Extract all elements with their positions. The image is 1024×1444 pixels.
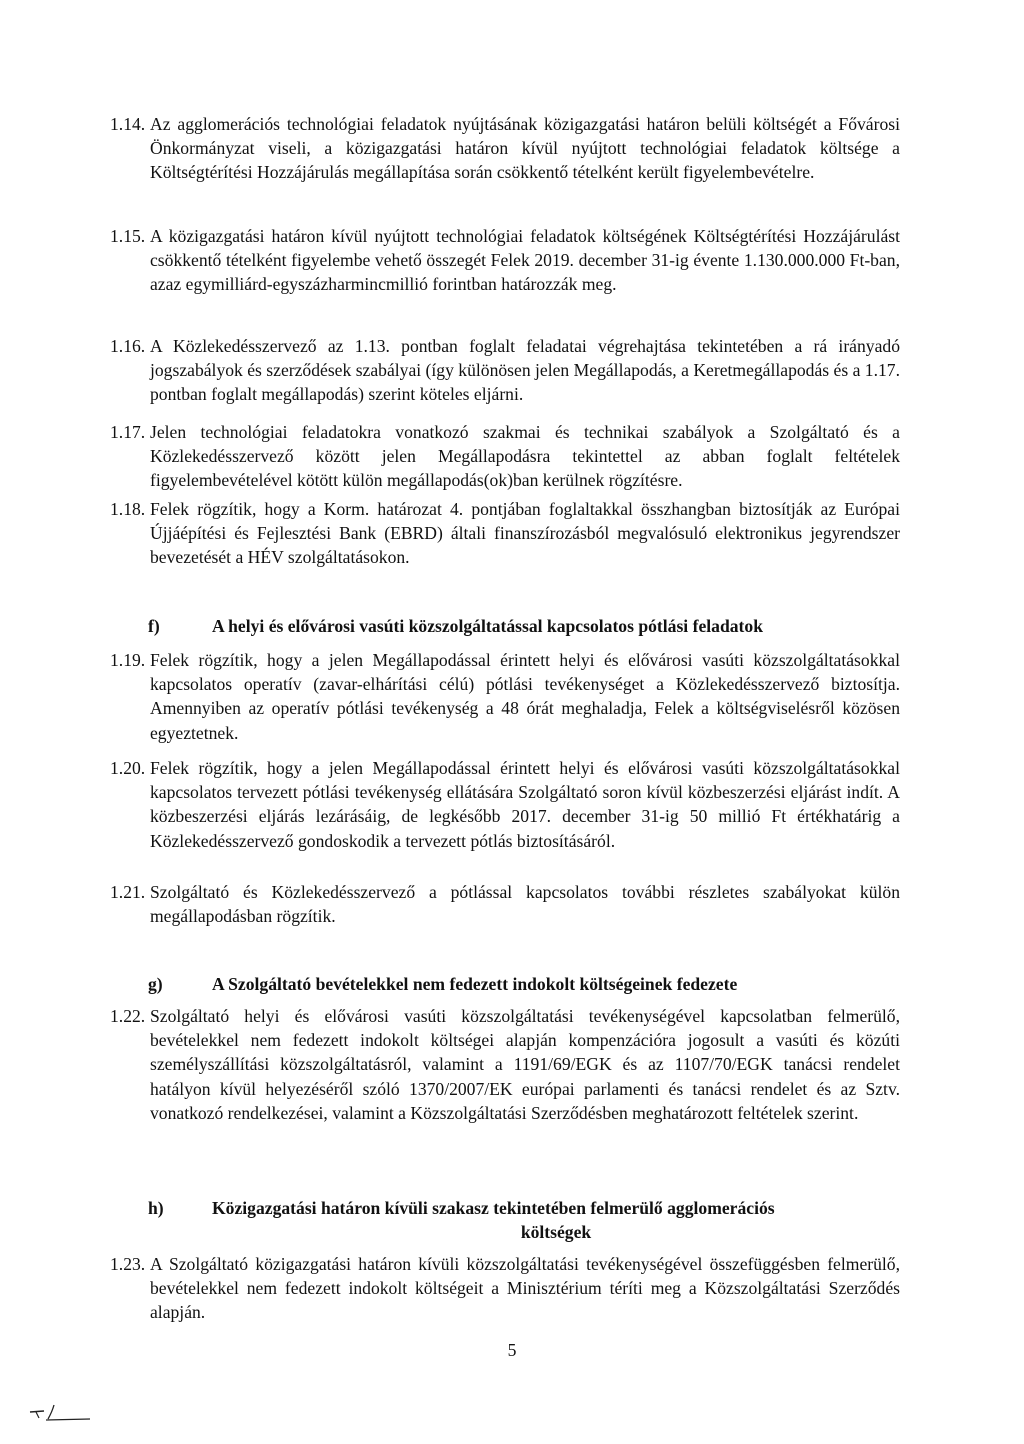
paragraph-number: 1.22. <box>110 1006 146 1026</box>
paragraph-number: 1.21. <box>110 882 146 902</box>
section-title-line-1: Közigazgatási határon kívüli szakasz tekintetében felmerülő agglomerációs <box>212 1198 775 1218</box>
paragraph-1-16 <box>110 334 900 407</box>
paragraph-text: Szolgáltató helyi és elővárosi vasúti közszolgáltatási tevékenységével kapcsolatban felmerülő, bevételekkel nem fedezett indokolt költségei alapján kompenzációra jogosult a vasúti és közúti személyszállítási közszolgáltatásról, valamint a 1191/69/EGK és az 1107/70/EGK tanácsi rendelet hatályon kívül helyezéséről szóló 1370/2007/EK európai parlamenti és tanácsi rendelet és az Sztv. vonatkozó rendelkezései, valamint a Közszolgáltatási Szerződésben meghatározott feltételek szerint. <box>150 1006 900 1123</box>
paragraph-text: A Szolgáltató közigazgatási határon kívüli közszolgáltatási tevékenységével összefüggésben felmerülő, bevételekkel nem fedezett indokolt költségeit a Minisztérium téríti meg a Közszolgáltatási Szerződés alapján. <box>150 1254 900 1323</box>
paragraph-text: Felek rögzítik, hogy a Korm. határozat 4. pontjában foglaltakkal összhangban biztosítják az Európai Újjáépítési és Fejlesztési Bank (EBRD) általi finanszírozásból megvalósuló elektronikus jegyrendszer bevezetését a HÉV szolgáltatásokon. <box>150 499 900 568</box>
paragraph-number: 1.14. <box>110 114 146 134</box>
section-heading-f <box>148 614 900 638</box>
paragraph-number: 1.19. <box>110 650 146 670</box>
paragraph-text: Jelen technológiai feladatokra vonatkozó szakmai és technikai szabályok a Szolgáltató és a Közlekedésszervező között jelen Megállapodásra tekintettel az abban foglalt feltételek figyelembevételével kötött külön megállapodás(ok)ban kerülnek rögzítésre. <box>150 422 900 491</box>
paragraph-1-20 <box>110 756 900 853</box>
section-heading-h <box>148 1196 900 1244</box>
paragraph-1-19 <box>110 648 900 745</box>
paragraph-1-14 <box>110 112 900 185</box>
section-letter: f) <box>148 616 160 636</box>
section-title-line-2: költségek <box>520 1222 592 1242</box>
section-heading-g <box>148 972 900 996</box>
paragraph-number: 1.18. <box>110 499 146 519</box>
paragraph-1-23 <box>110 1252 900 1325</box>
paragraph-text: Felek rögzítik, hogy a jelen Megállapodással érintett helyi és elővárosi vasúti közszolgáltatásokkal kapcsolatos tervezett pótlási tevékenység ellátására Szolgáltató soron kívül közbeszerzési eljárást indít. A közbeszerzési eljárás lezárásáig, de legkésőbb 2017. december 31-ig 50 millió Ft értékhatárig a Közlekedésszervező gondoskodik a tervezett pótlás biztosításáról. <box>150 758 900 851</box>
paragraph-text: Az agglomerációs technológiai feladatok nyújtásának közigazgatási határon belüli költségét a Fővárosi Önkormányzat viseli, a közigazgatási határon kívül nyújtott technológiai feladatok költsége a Költségtérítési Hozzájárulás megállapítása során csökkentő tételként került figyelembevételre. <box>150 114 900 183</box>
paragraph-text: Szolgáltató és Közlekedésszervező a pótlással kapcsolatos további részletes szabályokat külön megállapodásban rögzítik. <box>150 882 900 927</box>
paragraph-1-21 <box>110 880 900 928</box>
paragraph-text: A közigazgatási határon kívül nyújtott technológiai feladatok költségének Költségtérítési Hozzájárulást csökkentő tételként figyelembe vehető összegét Felek 2019. december 31-ig évente 1.130.000.000 Ft-ban, azaz egymilliárd-egyszázharmincmillió forintban határozzák meg. <box>150 226 900 295</box>
paragraph-number: 1.20. <box>110 758 146 778</box>
paragraph-number: 1.16. <box>110 336 146 356</box>
paragraph-number: 1.15. <box>110 226 146 246</box>
page-number: 5 <box>507 1340 517 1360</box>
section-title: A helyi és elővárosi vasúti közszolgáltatással kapcsolatos pótlási feladatok <box>212 616 763 636</box>
paragraph-number: 1.23. <box>110 1254 146 1274</box>
paragraph-text: A Közlekedésszervező az 1.13. pontban foglalt feladatai végrehajtása tekintetében a rá irányadó jogszabályok és szerződések szabályai (így különösen jelen Megállapodás, a Keretmegállapodás és a 1.17. pontban foglalt megállapodás) szerint köteles eljárni. <box>150 336 900 405</box>
paragraph-text: Felek rögzítik, hogy a jelen Megállapodással érintett helyi és elővárosi vasúti közszolgáltatásokkal kapcsolatos operatív (zavar-elhárítási célú) pótlási tevékenységet a Közlekedésszervező biztosítja. Amennyiben az operatív pótlási tevékenység a 48 órát meghaladja, Felek a költségviselésről közösen egyeztetnek. <box>150 650 900 743</box>
paragraph-1-15 <box>110 224 900 297</box>
initials-signature <box>26 1402 96 1428</box>
section-letter: h) <box>148 1198 164 1218</box>
paragraph-1-17 <box>110 420 900 493</box>
paragraph-1-22 <box>110 1004 900 1125</box>
paragraph-number: 1.17. <box>110 422 146 442</box>
paragraph-1-18 <box>110 497 900 570</box>
section-letter: g) <box>148 974 163 994</box>
section-title: A Szolgáltató bevételekkel nem fedezett indokolt költségeinek fedezete <box>212 974 738 994</box>
